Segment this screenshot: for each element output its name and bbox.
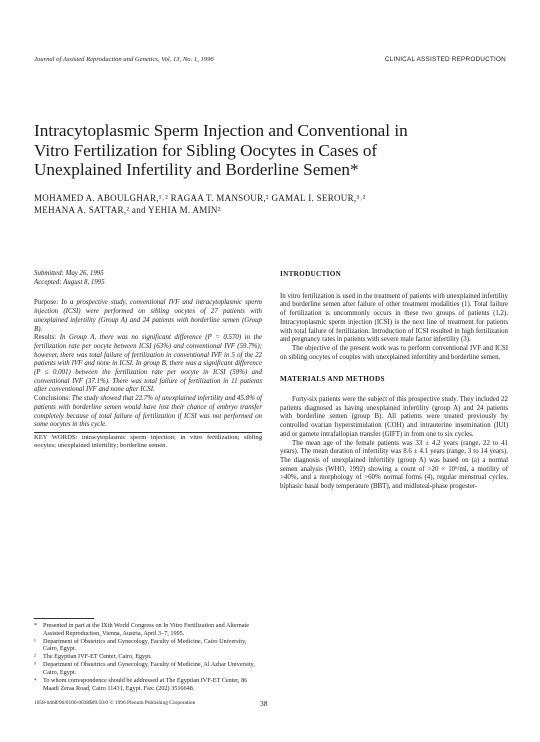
conclusions-text: The study showed that 22.7% of unexplained infertility and 45.8% of patients with borderline semen would have lost their chance of embryo transfer completely because of total failure of fertilization if ICSI was not performed on some oocytes in this cycle. bbox=[34, 395, 262, 429]
footnote-mark: ⁴ bbox=[34, 677, 37, 685]
methods-paragraph: The mean age of the female patients was 33 ± 4.2 years (range, 22 to 41 years). The mean duration of infertility was 8.6 ± 4.1 years (range, 3 to 14 years). The diagnosis of unexplained infertility (group A) was based on (a) a normal semen analysis (WHO, 1992) showing a count of >20 × 10⁶/ml, a motility of >40%, and a morphology of >60% normal forms (4), regular menstrual cycles, biphasic basal body temperature (BBT), and midluteal-phase progester- bbox=[280, 439, 508, 491]
footnote-divider bbox=[34, 618, 94, 619]
footnote-mark: ¹ bbox=[34, 637, 36, 645]
footnote-mark: ³ bbox=[34, 661, 36, 669]
footnote-mark: * bbox=[34, 622, 38, 629]
footnote bbox=[34, 638, 262, 653]
author-line: MEHANA A. SATTAR,² and YEHIA M. AMIN² bbox=[34, 204, 221, 215]
abstract-divider bbox=[34, 432, 262, 433]
author-list bbox=[34, 193, 504, 216]
right-column bbox=[280, 270, 508, 492]
footnotes bbox=[34, 618, 262, 693]
footnote-text: The Egyptian IVF-ET Center, Cairo, Egypt. bbox=[43, 653, 152, 661]
footnote-text: Presented in part at the IXth World Congress on In Vitro Fertilization and Alternate Assisted Reproduction, Vienna, Austria, April 3–7, 1995. bbox=[43, 622, 249, 637]
keywords bbox=[34, 434, 262, 450]
imprint-line: 1058-0468/96/0100-0038$09.50/0 © 1996 Plenum Publishing Corporation bbox=[34, 700, 196, 706]
running-head bbox=[34, 56, 506, 64]
page-number: 38 bbox=[260, 699, 268, 708]
journal-citation: Journal of Assisted Reproduction and Genetics, Vol. 13, No. 1, 1996 bbox=[34, 56, 214, 63]
title-line: Unexplained Infertility and Borderline Semen* bbox=[34, 160, 359, 179]
footnote bbox=[34, 677, 262, 692]
abstract-purpose bbox=[34, 299, 262, 334]
section-label: CLINICAL ASSISTED REPRODUCTION bbox=[384, 56, 506, 63]
methods-heading: MATERIALS AND METHODS bbox=[280, 375, 385, 384]
author-line: MOHAMED A. ABOULGHAR,¹˒² RAGAA T. MANSOUR,² GAMAL I. SEROUR,³˒² bbox=[34, 193, 366, 203]
left-column bbox=[34, 270, 262, 450]
submission-dates bbox=[34, 270, 262, 287]
title-line: Vitro Fertilization for Sibling Oocytes in Cases of bbox=[34, 140, 378, 160]
methods-paragraph: Forty-six patients were the subject of this prospective study. They included 22 patients diagnosed as having unexplained infertility (group A) and 24 patients with borderline semen (group B). All patients were treated previously by controlled ovarian hyperstimulation (COH) and intrauterine insemination (IUI) and or gamete intrafallopian transfer (GIFT) in from one to six cycles. bbox=[280, 396, 508, 438]
abstract-conclusions bbox=[34, 395, 262, 430]
keywords-label: KEY WORDS: bbox=[34, 433, 78, 441]
footnote-mark: ² bbox=[34, 653, 36, 661]
introduction-heading: INTRODUCTION bbox=[280, 270, 342, 278]
footnote-text: Department of Obstetrics and Gynecology, Faculty of Medicine, Cairo University, Cairo, Egypt. bbox=[43, 637, 247, 653]
submitted-date: Submitted: May 26, 1995 bbox=[34, 270, 104, 277]
introduction-paragraph: In vitro fertilization is used in the treatment of patients with unexplained infertility and borderline semen after failure of other treatment modalities (1). Total failure of fertilization is uncommonly occurs in these two groups of patients (1,2). Intracytoplasmic sperm injection (ICSI) is the next line of treatment for patients with total failure of fertilization. Introduction of ICSI resulted in high fertilization and pregnancy rates in patients with severe male factor infertility (3). bbox=[280, 292, 508, 344]
article-title bbox=[34, 121, 494, 180]
introduction-paragraph: The objective of the present work was to perform conventional IVF and ICSI on sibling oocytes of couples with unexplained infertility and borderline semen. bbox=[280, 344, 508, 361]
results-text: In Group A, there was no significant difference (P = 0.570) in the fertilization rate per oocyte between ICSI (63%) and conventional IVF (59.7%); however, there was total failure of fertilization in conventional IVF in 5 of the 22 patients with IVF and none in ICSI. In group B, there was a significant difference (P ≤ 0.001) between the fertilization rate per oocyte in ICSI (59%) and conventional IVF (37.1%). There was total failure of fertilization in 11 patients after conventional IVF and none after ICSI. bbox=[34, 334, 262, 394]
abstract bbox=[34, 299, 262, 430]
footnote bbox=[34, 622, 262, 637]
abstract-results bbox=[34, 334, 262, 395]
footnote-text: To whom correspondence should be addressed at The Egyptian IVF-ET Center, 86 Maadi Zeraa Road, Cairo 11431, Egypt. Fax: (202) 3516648. bbox=[43, 677, 248, 692]
footnote bbox=[34, 661, 262, 676]
footnote bbox=[34, 653, 262, 661]
purpose-label: Purpose: bbox=[34, 299, 59, 307]
results-label: Results: bbox=[34, 334, 57, 342]
keywords-text: intracytoplasmic sperm injection; in vitro fertilization; sibling oocytes; unexplained infertility; borderline semen. bbox=[34, 433, 262, 449]
footnote-text: Department of Obstetrics and Gynecology, Faculty of Medicine, Al Azhar University, Cairo, Egypt. bbox=[43, 661, 255, 677]
title-line: Intracytoplasmic Sperm Injection and Conventional in bbox=[34, 121, 408, 140]
purpose-text: In a prospective study, conventional IVF and intracytoplasmic sperm injection (ICSI) were performed on sibling oocytes of 27 patients with unexplained infertility (Group A) and 24 patients with borderline semen (Group B). bbox=[34, 299, 262, 333]
conclusions-label: Conclusions: bbox=[34, 395, 70, 403]
accepted-date: Accepted: August 8, 1995 bbox=[34, 278, 105, 286]
